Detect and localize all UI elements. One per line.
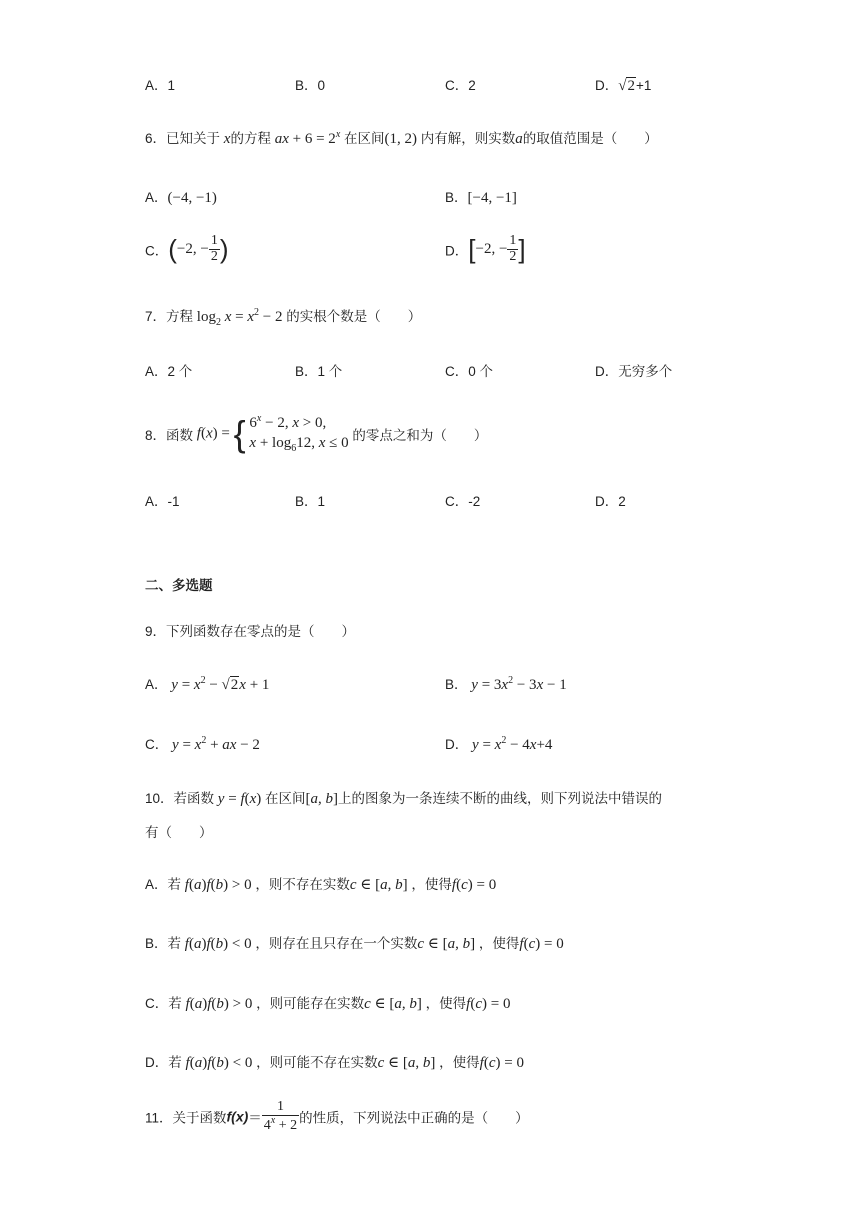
q8-stem: 8．函数 f(x) = { $6^x - 2$, x > 0, $x + \log_612$, x ≤ 0 的零点之和为（ ） bbox=[145, 412, 488, 455]
q10-option-c: C．若 f(a)f(b) > 0 ，则可能存在实数c ∈ [a, b] ，使得f(c) = 0 bbox=[145, 996, 511, 1012]
section-heading: 二、多选题 bbox=[145, 578, 213, 593]
q6-option-a: A．(−4, −1) bbox=[145, 190, 217, 206]
q7-option-d: D．无穷多个 bbox=[595, 364, 673, 379]
q7-stem: 7．方程 $\log_2 x = x^2 - 2$ 的实根个数是（ ） bbox=[145, 307, 422, 328]
q6-option-c: C．(−2, − $\frac{1}{2}$ ) bbox=[145, 233, 229, 264]
q10-option-a: A．若 f(a)f(b) > 0 ，则不存在实数c ∈ [a, b] ，使得f(c) = 0 bbox=[145, 877, 497, 893]
q9-option-b: B． $y = 3x^2 - 3x - 1$ bbox=[445, 675, 567, 693]
q10-stem: 10．若函数 y = f(x) 在区间[a, b]上的图象为一条连续不断的曲线，则下列说法中错误的 bbox=[145, 791, 663, 807]
piecewise-cases: $6^x - 2$, x > 0, $x + \log_612$, x ≤ 0 bbox=[249, 413, 349, 455]
q11-fraction: $\frac{1}{4^x + 2}$ bbox=[263, 1099, 298, 1133]
q10-stem-line2: 有（ ） bbox=[145, 825, 213, 840]
q5-option-a: A．1 bbox=[145, 78, 176, 93]
q9-stem: 9．下列函数存在零点的是（ ） bbox=[145, 624, 356, 639]
q9-option-c: C． $y = x^2$ + ax − 2 bbox=[145, 735, 260, 753]
q9-option-a: A． $y = x^2 - √2x + 1$ bbox=[145, 675, 270, 693]
q5-option-c: C．2 bbox=[445, 78, 476, 93]
q8-option-d: D．2 bbox=[595, 494, 626, 509]
q9-option-d: D． $y = x^2 - 4x+4$ bbox=[445, 735, 553, 753]
q8-option-b: B．1 bbox=[295, 494, 326, 509]
q7-option-c: C．0 个 bbox=[445, 364, 494, 379]
q8-option-c: C．-2 bbox=[445, 494, 481, 509]
q11-stem: 11．关于函数f(x)＝ $\frac{1}{4^x + 2}$ 的性质，下列说法中正确的是（ ） bbox=[145, 1099, 529, 1133]
q6-option-b: B．[−4, −1] bbox=[445, 190, 517, 206]
q5-option-d: D．√2+1 bbox=[595, 78, 652, 94]
q5-option-b: B．0 bbox=[295, 78, 326, 93]
q7-option-a: A．2 个 bbox=[145, 364, 193, 379]
q7-option-b: B．1 个 bbox=[295, 364, 343, 379]
q6-option-d: D．[−2, − $\frac{1}{2}$ ] bbox=[445, 233, 526, 264]
q8-option-a: A．-1 bbox=[145, 494, 180, 509]
q10-option-b: B．若 f(a)f(b) < 0 ，则存在且只存在一个实数c ∈ [a, b] ，使得f(c) = 0 bbox=[145, 936, 564, 952]
q6-stem: 6．已知关于 x的方程 ax + $6 = 2^x$ 在区间(1, 2) 内有解，则实数a的取值范围是（ ） bbox=[145, 129, 658, 147]
q10-option-d: D．若 f(a)f(b) < 0 ，则可能不存在实数c ∈ [a, b] ，使得f(c) = 0 bbox=[145, 1055, 524, 1071]
